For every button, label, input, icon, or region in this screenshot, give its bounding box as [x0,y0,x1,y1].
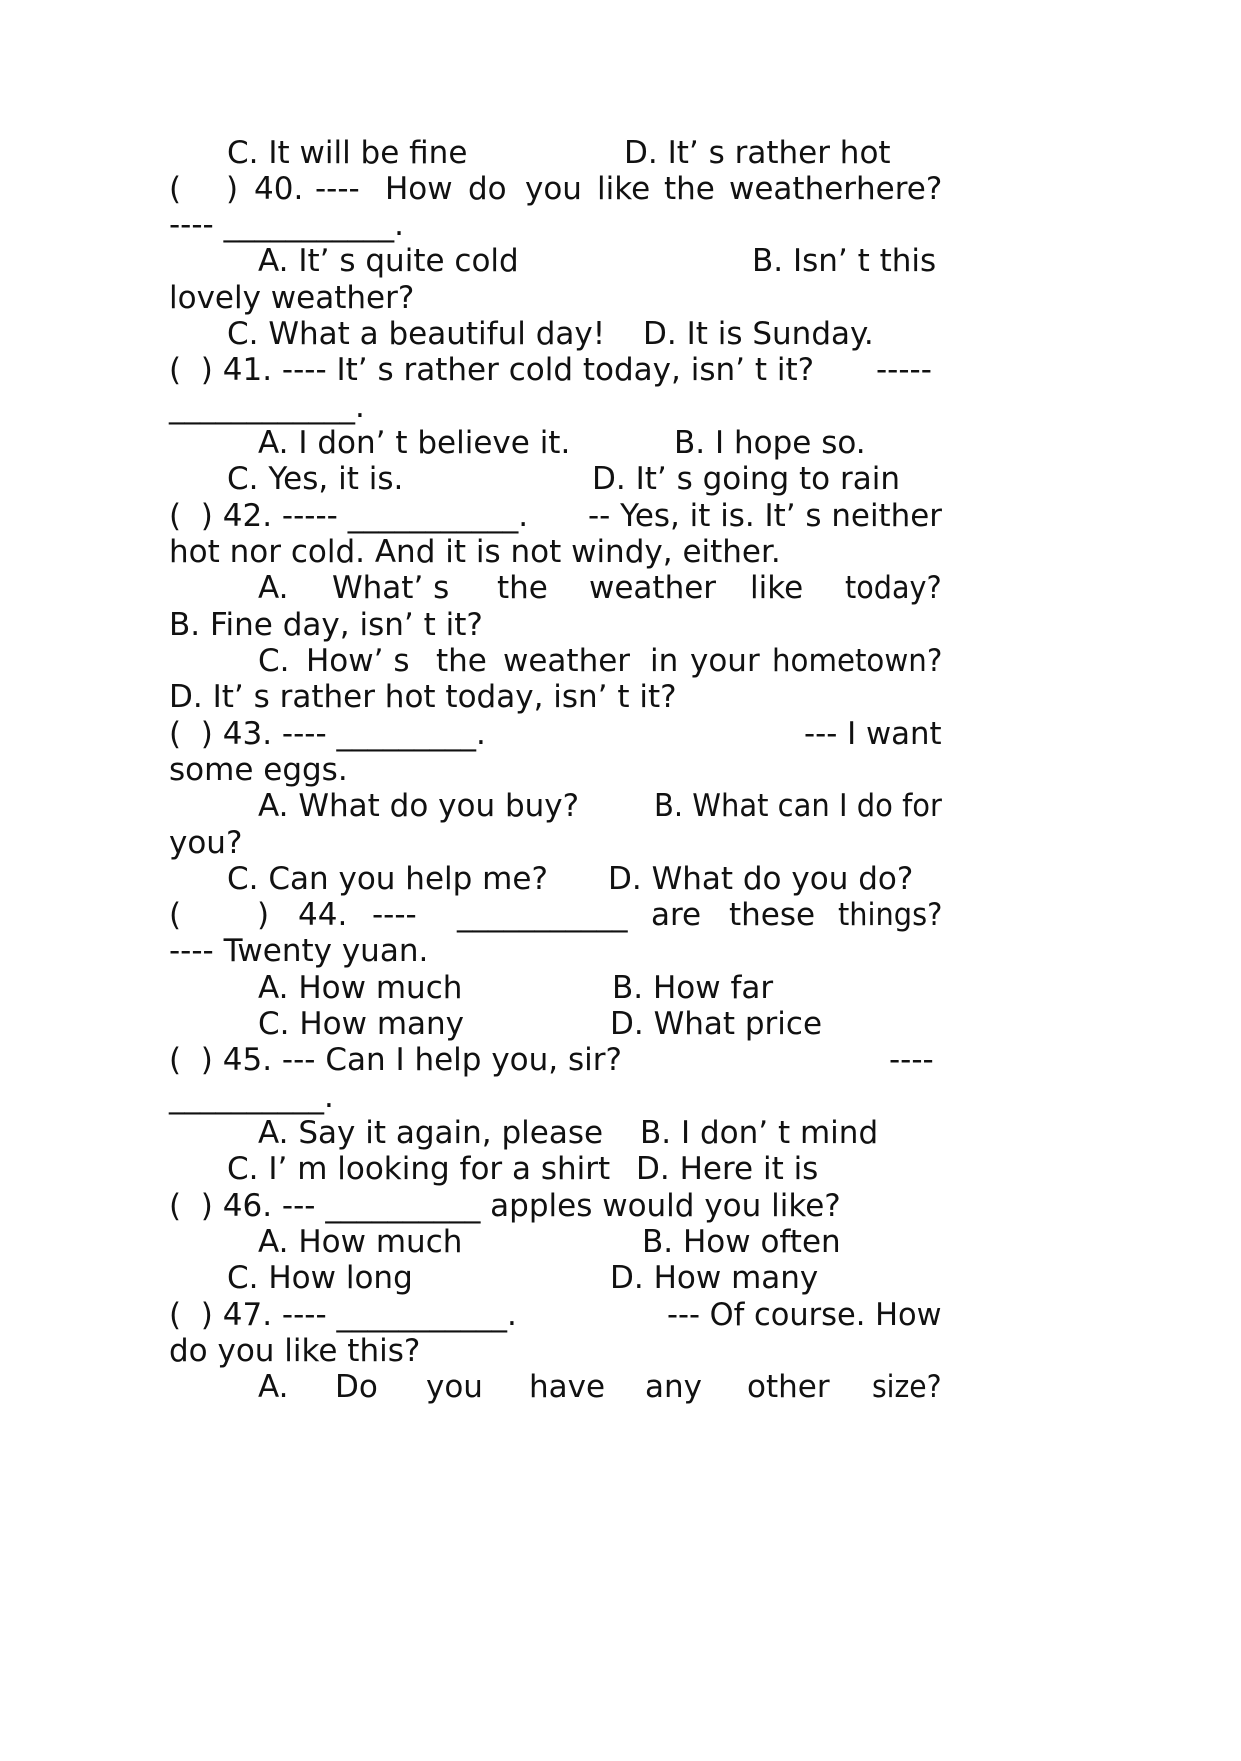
option-c: C. I’ m looking for a shirt [227,1151,611,1187]
answer-blank-line: ---- ___________. [169,207,404,243]
option-c: C. It will be fine [227,135,468,171]
option-b: B. How often [642,1224,841,1260]
option-c-word: C. [258,643,290,679]
option-a-word: Do [335,1369,378,1405]
question-text: ( ) 45. --- Can I help you, sir? [169,1042,622,1078]
option-a: A. How much [258,1224,463,1260]
question-number: 44. [298,897,348,933]
dialogue-response: --- I want [804,716,942,752]
question-word: things? [838,897,943,933]
dialogue-response: ---- Twenty yuan. [169,933,429,969]
option-a-word: have [529,1369,606,1405]
dialogue-response: --- Of course. How [667,1297,942,1333]
answer-blank-line: ___________ [457,897,628,933]
option-a-word: A. [258,1369,289,1405]
question-word: you [525,171,582,207]
option-a-word: What’ s [332,570,450,606]
question-text: ( ) 42. ----- ___________. [169,498,529,534]
option-a: A. How much [258,970,463,1006]
option-d: D. What do you do? [608,861,914,897]
option-a-word: the [497,570,548,606]
option-b: B. I hope so. [674,425,866,461]
option-b: B. I don’ t mind [640,1115,879,1151]
question-number: 40. [254,171,304,207]
option-c-word: weather [503,643,631,679]
question-word: do [468,171,507,207]
option-d: D. It’ s rather hot today, isn’ t it? [169,679,677,715]
question-word: the [664,171,715,207]
option-b: B. How far [612,970,774,1006]
option-a-word: any [645,1369,702,1405]
question-text: ( ) 46. --- __________ apples would you like? [169,1188,841,1224]
question-word: here? [856,171,943,207]
option-a-word: you [426,1369,483,1405]
question-word: are [651,897,702,933]
question-word: like [597,171,651,207]
dialogue-dash: ----- [876,352,932,388]
dialogue-response-continued: some eggs. [169,752,348,788]
answer-paren-open: ( [169,171,182,207]
dialogue-dash: ---- [315,171,360,207]
option-b: B. What can I do for [654,788,942,824]
answer-paren-close: ) [226,171,239,207]
option-a: A. It’ s quite cold [258,243,519,279]
dialogue-response-continued: hot nor cold. And it is not windy, either. [169,534,781,570]
option-c: C. How many [258,1006,465,1042]
option-b: B. Fine day, isn’ t it? [169,607,483,643]
option-b: B. Isn’ t this [752,243,937,279]
question-word: these [729,897,816,933]
option-d: D. It is Sunday. [643,316,874,352]
option-c: C. Yes, it is. [227,461,404,497]
option-d: D. How many [610,1260,819,1296]
option-a-word: size? [872,1369,942,1405]
option-d: D. It’ s going to rain [592,461,901,497]
option-c: C. How long [227,1260,413,1296]
option-b-continued: lovely weather? [169,280,415,316]
option-d: D. What price [610,1006,823,1042]
question-text: ( ) 47. ---- ___________. [169,1297,517,1333]
question-text: ( ) 43. ---- _________. [169,716,486,752]
question-text: ( ) 41. ---- It’ s rather cold today, isn’ t it? [169,352,815,388]
question-word: weather [729,171,857,207]
option-a: A. I don’ t believe it. [258,425,571,461]
option-d: D. Here it is [636,1151,819,1187]
option-c-word: the [436,643,487,679]
option-c-word: How’ s [306,643,410,679]
option-c-word: in [650,643,679,679]
dialogue-dash: ---- [372,897,417,933]
answer-paren-close: ) [257,897,270,933]
option-c-word: your [690,643,760,679]
option-b-continued: you? [169,825,243,861]
option-a-word: A. [258,570,289,606]
option-d: D. It’ s rather hot [624,135,891,171]
dialogue-response: -- Yes, it is. It’ s neither [588,498,942,534]
option-c-word: hometown? [772,643,943,679]
option-c: C. Can you help me? [227,861,548,897]
option-c: C. What a beautiful day! [227,316,606,352]
dialogue-dash: ---- [889,1042,934,1078]
question-word: How [385,171,453,207]
answer-blank-line: __________. [169,1079,334,1115]
text-line [0,1365,1241,1409]
option-a: A. Say it again, please [258,1115,604,1151]
option-a-word: today? [845,570,942,606]
answer-paren-open: ( [169,897,182,933]
option-a: A. What do you buy? [258,788,580,824]
option-a-word: like [750,570,804,606]
option-a-word: other [747,1369,830,1405]
dialogue-response-continued: do you like this? [169,1333,421,1369]
answer-blank-line: ____________. [169,389,365,425]
option-a-word: weather [589,570,717,606]
